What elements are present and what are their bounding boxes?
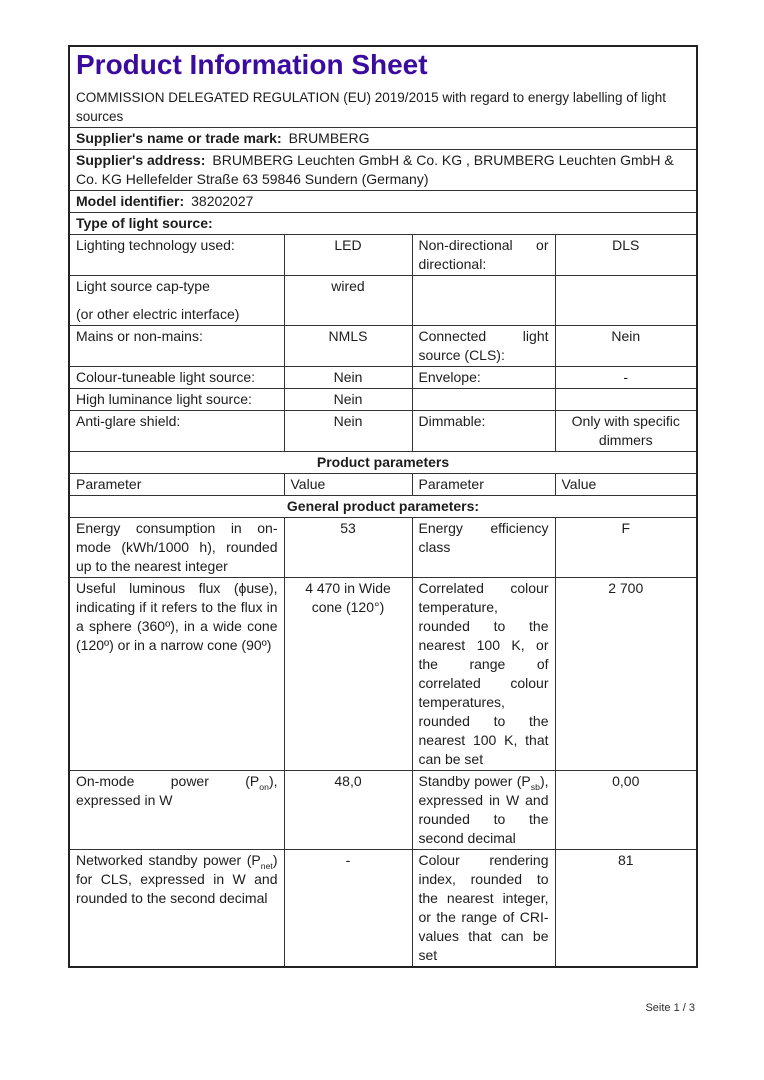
- value-cell: DLS: [555, 235, 697, 276]
- table-row-section-heading: [69, 452, 697, 474]
- table-row-header: [69, 46, 697, 128]
- column-header: Parameter: [69, 474, 284, 496]
- param-cell: Dimmable:: [412, 411, 555, 452]
- param-cell: [69, 276, 284, 326]
- header-cell: [69, 46, 697, 128]
- model-identifier-value: 38202027: [191, 193, 254, 209]
- value-cell: Only with specific dimmers: [555, 411, 697, 452]
- table-row-column-headers: [69, 474, 697, 496]
- param-cell: Colour-tuneable light source:: [69, 367, 284, 389]
- table-row-section-heading: [69, 496, 697, 518]
- table-row: [69, 578, 697, 771]
- table-row-supplier-address: [69, 150, 697, 191]
- param-cell: Networked standby power $(P_{net})$ for CLS, expressed in W and rounded to the second decimal: [69, 850, 284, 968]
- supplier-address-cell: [69, 150, 697, 191]
- supplier-address-label: Supplier's address:: [76, 152, 206, 168]
- model-identifier-cell: [69, 191, 697, 213]
- value-cell: Nein: [284, 411, 412, 452]
- param-cell: Lighting technology used:: [69, 235, 284, 276]
- param-cell: [412, 276, 555, 326]
- param-cell: Useful luminous flux (ϕuse), indicating if it refers to the flux in a sphere (360º), in a wide cone (120º) or in a narrow cone (90º): [69, 578, 284, 771]
- param-cell: Standby power $(P_{sb})$, expressed in W and rounded to the second decimal: [412, 771, 555, 850]
- regulation-subtitle: COMMISSION DELEGATED REGULATION (EU) 2019/2015 with regard to energy labelling of light sources: [76, 90, 666, 124]
- supplier-address-value: BRUMBERG Leuchten GmbH & Co. KG , BRUMBERG Leuchten GmbH & Co. KG Hellefelder Straße 63 59846 Sundern (Germany): [76, 152, 674, 187]
- table-row-model-identifier: [69, 191, 697, 213]
- value-cell: -: [555, 367, 697, 389]
- page-number: Seite 1 / 3: [645, 1002, 695, 1014]
- table-row-supplier-name: [69, 128, 697, 150]
- product-parameters-heading: Product parameters: [69, 452, 697, 474]
- type-of-light-source-heading: Type of light source:: [69, 213, 697, 235]
- table-row: [69, 367, 697, 389]
- param-cell: [412, 389, 555, 411]
- table-row: [69, 276, 697, 326]
- cap-type-line2: (or other electric interface): [76, 306, 240, 322]
- param-cell: Mains or non-mains:: [69, 326, 284, 367]
- value-cell: wired: [284, 276, 412, 326]
- value-cell: 53: [284, 518, 412, 578]
- value-cell: -: [284, 850, 412, 968]
- value-cell: Nein: [555, 326, 697, 367]
- param-cell: Envelope:: [412, 367, 555, 389]
- table-row: [69, 389, 697, 411]
- model-identifier-label: Model identifier:: [76, 193, 185, 209]
- param-cell: On-mode power $(P_{on})$, expressed in W: [69, 771, 284, 850]
- column-header: Value: [284, 474, 412, 496]
- param-cell: Energy efficiency class: [412, 518, 555, 578]
- supplier-name-value: BRUMBERG: [288, 130, 370, 146]
- value-cell: Nein: [284, 389, 412, 411]
- param-cell: Colour rendering index, rounded to the nearest integer, or the range of CRI-values that can be set: [412, 850, 555, 968]
- table-row: [69, 518, 697, 578]
- value-cell: F: [555, 518, 697, 578]
- value-cell: 4 470 in Wide cone (120°): [284, 578, 412, 771]
- value-cell: 81: [555, 850, 697, 968]
- page-title: Product Information Sheet: [76, 49, 428, 80]
- param-cell: High luminance light source:: [69, 389, 284, 411]
- table-row: [69, 411, 697, 452]
- table-row: [69, 850, 697, 968]
- value-cell: [555, 276, 697, 326]
- supplier-name-cell: [69, 128, 697, 150]
- value-cell: [555, 389, 697, 411]
- table-row: [69, 326, 697, 367]
- param-cell: Non-directional or directional:: [412, 235, 555, 276]
- param-cell: Connected light source (CLS):: [412, 326, 555, 367]
- param-cell: Anti-glare shield:: [69, 411, 284, 452]
- table-row: [69, 235, 697, 276]
- column-header: Parameter: [412, 474, 555, 496]
- param-cell: Energy consumption in on-mode (kWh/1000 h), rounded up to the nearest integer: [69, 518, 284, 578]
- param-cell: Correlated colour temperature, rounded to the nearest 100 K, or the range of correlated colour temperatures, rounded to the nearest 100 K, that can be set: [412, 578, 555, 771]
- value-cell: 0,00: [555, 771, 697, 850]
- product-info-table: [68, 45, 698, 968]
- supplier-name-label: Supplier's name or trade mark:: [76, 130, 282, 146]
- value-cell: LED: [284, 235, 412, 276]
- value-cell: 2 700: [555, 578, 697, 771]
- value-cell: Nein: [284, 367, 412, 389]
- cap-type-line1: Light source cap-type: [76, 278, 210, 294]
- table-row-type-heading: [69, 213, 697, 235]
- table-row: [69, 771, 697, 850]
- column-header: Value: [555, 474, 697, 496]
- value-cell: 48,0: [284, 771, 412, 850]
- value-cell: NMLS: [284, 326, 412, 367]
- general-product-parameters-heading: General product parameters:: [69, 496, 697, 518]
